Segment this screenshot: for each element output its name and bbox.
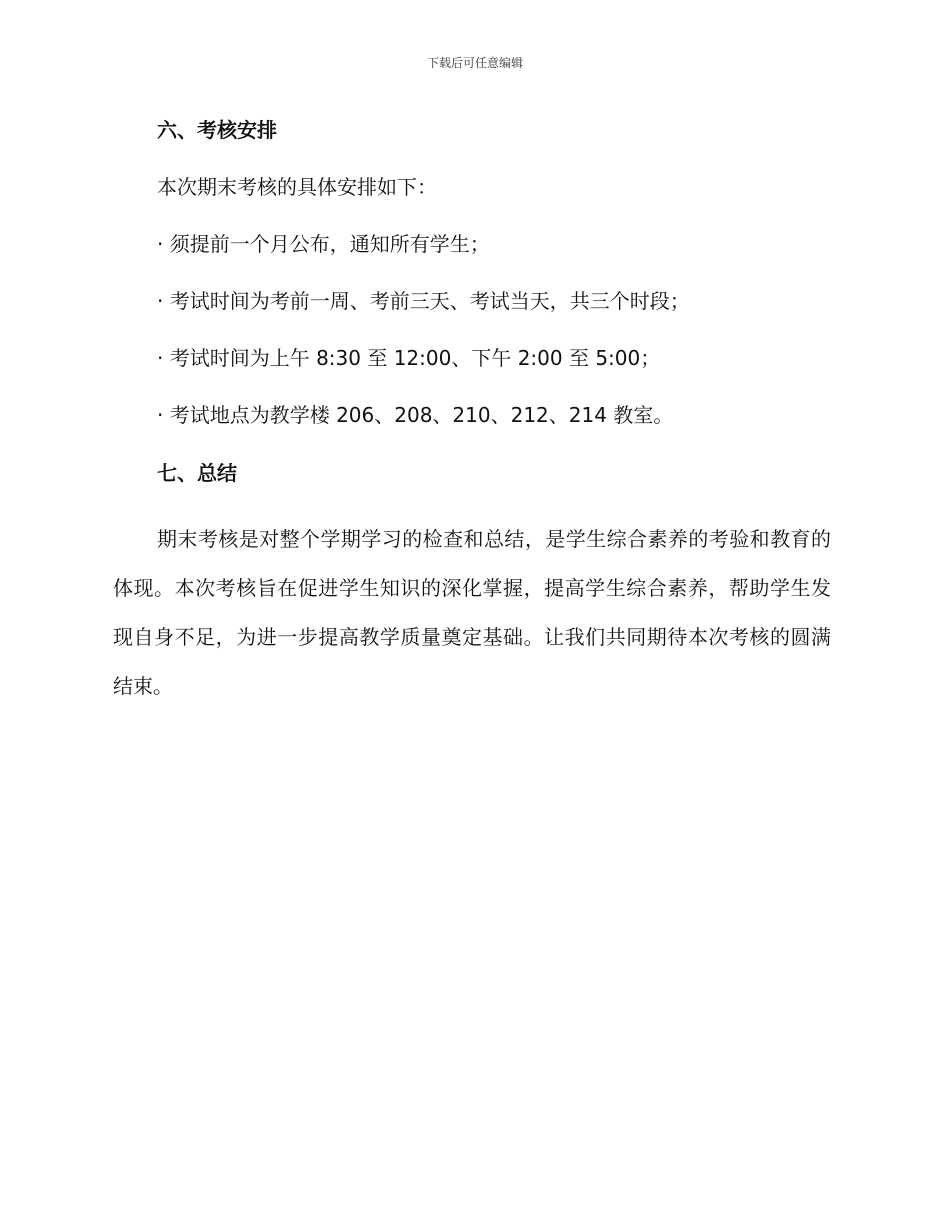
arrangement-item-times: · 考试时间为上午 8:30 至 12:00、下午 2:00 至 5:00； — [157, 346, 661, 370]
section-heading-arrangement: 六、考核安排 — [157, 118, 277, 142]
section-heading-summary: 七、总结 — [157, 461, 237, 485]
arrangement-intro: 本次期末考核的具体安排如下： — [157, 175, 437, 199]
arrangement-item-location: · 考试地点为教学楼 206、208、210、212、214 教室。 — [157, 403, 674, 427]
arrangement-item-announce: · 须提前一个月公布，通知所有学生； — [157, 232, 490, 256]
page-header: 下载后可任意编辑 — [426, 56, 523, 70]
arrangement-item-periods: · 考试时间为考前一周、考前三天、考试当天，共三个时段； — [157, 289, 690, 313]
summary-paragraph: 期末考核是对整个学期学习的检查和总结，是学生综合素养的考验和教育的体现。本次考核旨在促进学生知识的深化掌握，提高学生综合素养，帮助学生发现自身不足，为进一步提高教学质量奠定基础。让我们共同期待本次考核的圆满结束。 — [113, 527, 831, 698]
